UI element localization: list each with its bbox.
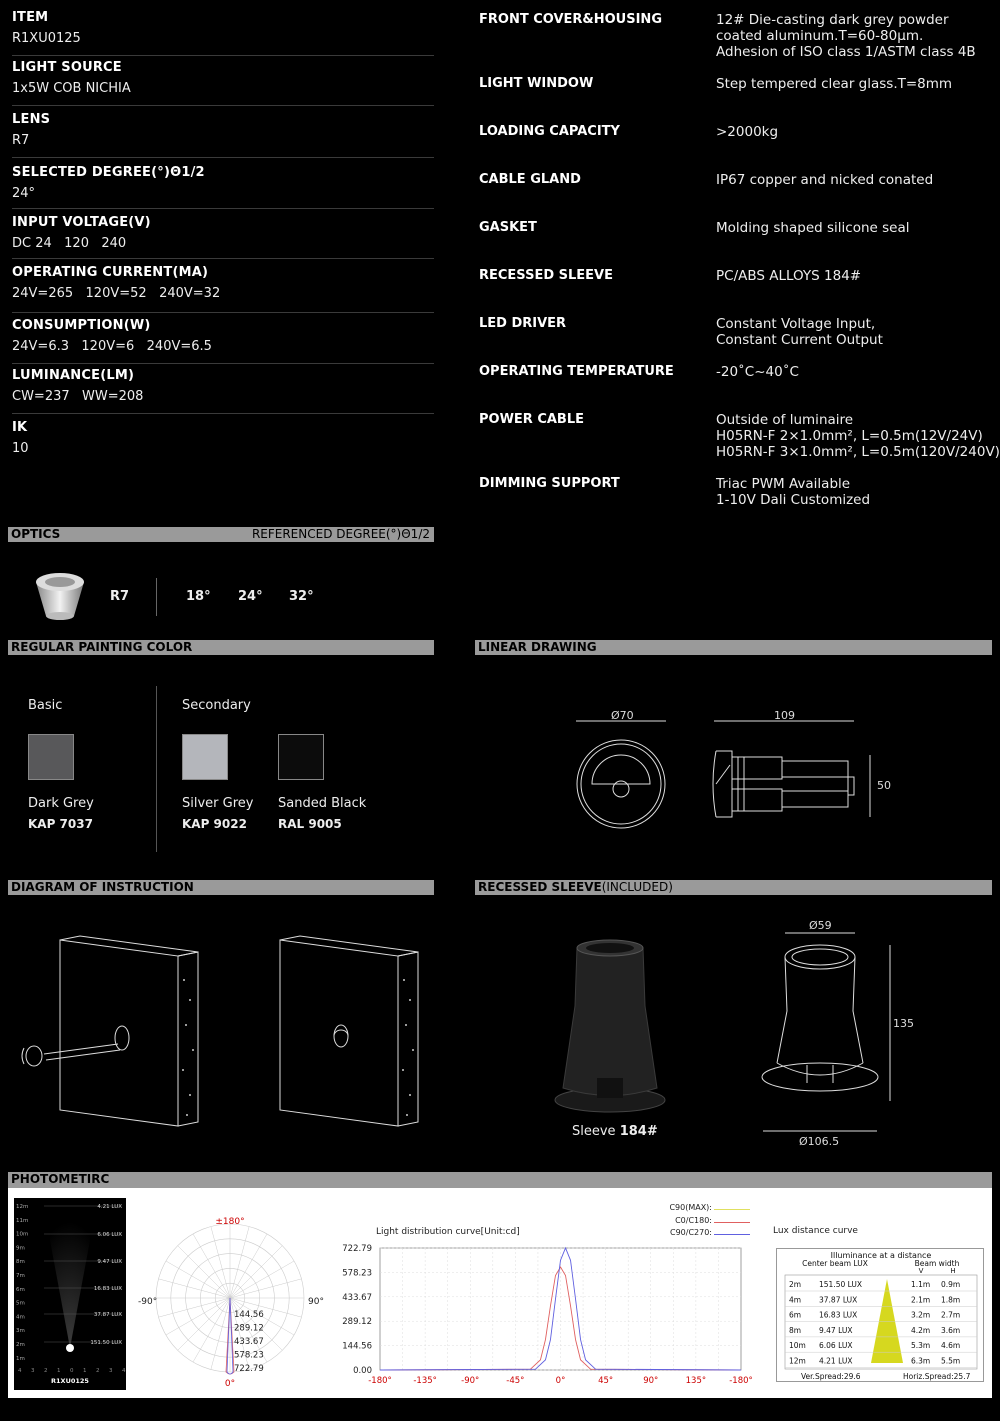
spec-value: -20˚C~40˚C	[716, 364, 799, 380]
spec-key: LENS	[12, 112, 51, 127]
sleeve-height: 135	[893, 1017, 914, 1030]
color-code: RAL 9005	[278, 817, 342, 831]
beam-axis-label: 3	[31, 1368, 35, 1374]
lux-row-value: 37.87 LUX	[819, 1295, 858, 1305]
photometric-header	[8, 1172, 992, 1188]
lux-distance-title: Lux distance curve	[773, 1226, 858, 1236]
lux-row-h: 5.5m	[941, 1356, 961, 1366]
lux-row-h: 4.6m	[941, 1341, 961, 1351]
beam-axis-label: 0	[70, 1368, 74, 1374]
optics-lens-label: R7	[110, 589, 130, 604]
spec-left-row	[12, 165, 434, 209]
optics-subtitle: REFERENCED DEGREE(°)Θ1/2	[251, 527, 430, 541]
chart-y-tick: 144.56	[342, 1341, 372, 1352]
spec-key: DIMMING SUPPORT	[479, 476, 620, 491]
spec-value: DC 24 120 240	[12, 236, 127, 251]
spec-key: INPUT VOLTAGE(V)	[12, 215, 151, 230]
sleeve-title-suffix: (INCLUDED)	[601, 880, 673, 894]
lux-row-v: 1.1m	[911, 1280, 931, 1289]
legend-c90: C90/C270:	[669, 1228, 712, 1237]
chart-y-tick: 578.23	[342, 1268, 372, 1279]
lux-row-value: 151.50 LUX	[819, 1280, 863, 1289]
color-name: Silver Grey	[182, 796, 254, 811]
chart-y-tick: 722.79	[342, 1244, 372, 1254]
lux-row-distance: 6m	[789, 1310, 802, 1320]
optics-degree-24: 24°	[238, 589, 263, 604]
sleeve-caption	[572, 1124, 658, 1139]
polar-ring-label: 144.56	[234, 1310, 264, 1320]
sleeve-base-diameter: Ø106.5	[799, 1135, 840, 1148]
beam-distance-label: 3m	[16, 1328, 25, 1335]
beam-axis-label: 1	[83, 1368, 87, 1374]
lux-col-h: H	[950, 1267, 956, 1275]
polar-bottom-label: 0°	[224, 1379, 236, 1389]
instruction-header	[8, 880, 434, 895]
linear-drawing-title: LINEAR DRAWING	[478, 640, 597, 654]
spec-key: GASKET	[479, 220, 537, 235]
spec-left-row	[12, 60, 434, 106]
beam-distance-label: 12m	[16, 1204, 29, 1210]
chart-x-tick: -180°	[368, 1376, 392, 1386]
spec-key: OPERATING TEMPERATURE	[479, 364, 674, 379]
color-swatch	[278, 734, 324, 780]
beam-axis-label: 1	[57, 1368, 61, 1374]
lux-ver-spread: Ver.Spread:29.6	[801, 1372, 861, 1381]
chart-title: Light distribution curve[Unit:cd]	[376, 1227, 520, 1237]
spec-key: LIGHT WINDOW	[479, 76, 594, 91]
spec-value: CW=237 WW=208	[12, 389, 144, 404]
spec-value: 24°	[12, 186, 36, 201]
spec-key: LED DRIVER	[479, 316, 567, 331]
diameter-label: Ø70	[611, 709, 634, 722]
sleeve-caption-text: Sleeve	[572, 1124, 616, 1139]
beam-lux-label: 4.21 LUX	[97, 1204, 122, 1210]
chart-x-tick: -90°	[461, 1376, 480, 1386]
lux-row-distance: 8m	[789, 1325, 802, 1335]
color-code: KAP 7037	[28, 817, 93, 831]
beam-axis-label: 2	[44, 1368, 48, 1374]
chart-x-tick: -180°	[729, 1376, 753, 1386]
polar-ring-label: 578.23	[234, 1350, 264, 1361]
lux-hor-spread: Horiz.Spread:25.7	[903, 1372, 971, 1381]
chart-x-tick: 0°	[555, 1376, 566, 1386]
beam-axis-label: 4	[18, 1368, 22, 1374]
lux-col-v: V	[918, 1267, 924, 1275]
spec-value: Constant Voltage Input, Constant Current Output	[716, 316, 883, 348]
spec-key: SELECTED DEGREE(°)Θ1/2	[12, 165, 205, 180]
spec-key: ITEM	[12, 10, 49, 25]
beam-distance-label: 1m	[16, 1355, 25, 1362]
polar-diagram	[130, 1210, 340, 1390]
chart-x-tick: 45°	[598, 1376, 614, 1386]
beam-model-label: R1XU0125	[51, 1377, 89, 1385]
spec-value: R7	[12, 133, 30, 148]
color-name: Sanded Black	[278, 796, 367, 811]
lux-table	[776, 1248, 984, 1382]
lux-table-graphic	[777, 1249, 985, 1383]
polar-ring-label: 289.12	[234, 1323, 264, 1334]
beam-lux-label: 151.50 LUX	[90, 1340, 122, 1346]
lux-row-value: 9.47 LUX	[819, 1325, 853, 1335]
spec-left-row	[12, 215, 434, 259]
lux-col-center: Center beam LUX	[802, 1259, 868, 1268]
secondary-label: Secondary	[182, 698, 251, 713]
color-code: KAP 9022	[182, 817, 247, 831]
spec-value: 24V=6.3 120V=6 240V=6.5	[12, 339, 212, 354]
spec-value: Step tempered clear glass.T=8mm	[716, 76, 953, 92]
spec-left-row	[12, 112, 434, 158]
painting-title: REGULAR PAINTING COLOR	[11, 640, 193, 654]
beam-distance-label: 5m	[16, 1300, 25, 1307]
lux-row-h: 1.8m	[941, 1295, 961, 1305]
beam-distance-label: 8m	[16, 1259, 25, 1266]
color-name: Dark Grey	[28, 796, 94, 811]
beam-lux-label: 16.83 LUX	[93, 1286, 122, 1292]
polar-ring-label: 433.67	[234, 1337, 264, 1347]
lux-row-v: 4.2m	[911, 1325, 931, 1335]
lux-col-beam: Beam width	[914, 1259, 960, 1268]
color-swatch	[28, 734, 74, 780]
legend-c90max: C90(MAX):	[669, 1203, 712, 1212]
lux-table-title: Illuminance at a distance	[830, 1251, 932, 1260]
chart-y-tick: 0.00	[353, 1366, 372, 1376]
spec-value: >2000kg	[716, 124, 779, 140]
sleeve-drawing	[755, 915, 925, 1155]
sleeve-header	[475, 880, 992, 895]
polar-top-label: ±180°	[215, 1217, 245, 1227]
chart-y-tick: 433.67	[342, 1292, 372, 1303]
lux-row-v: 6.3m	[911, 1356, 931, 1366]
beam-distance-label: 11m	[16, 1217, 29, 1224]
beam-lux-label: 6.06 LUX	[97, 1232, 122, 1238]
beam-axis-label: 3	[109, 1368, 113, 1374]
lux-row-v: 3.2m	[911, 1310, 931, 1320]
chart-y-tick: 289.12	[342, 1317, 372, 1328]
spec-value: IP67 copper and nicked conated	[716, 172, 934, 188]
lux-row-h: 0.9m	[941, 1280, 961, 1289]
beam-distance-label: 10m	[16, 1231, 29, 1238]
beam-distance-label: 4m	[16, 1314, 25, 1321]
spec-value: 1x5W COB NICHIA	[12, 81, 131, 96]
optics-degree-32: 32°	[289, 589, 314, 604]
optics-title: OPTICS	[11, 527, 61, 541]
spec-value: PC/ABS ALLOYS 184#	[716, 268, 862, 284]
spec-value: 24V=265 120V=52 240V=32	[12, 286, 221, 301]
lux-row-v: 2.1m	[911, 1295, 931, 1305]
basic-label: Basic	[28, 698, 63, 713]
legend-c90max-line	[714, 1209, 750, 1210]
legend-c0: C0/C180:	[675, 1216, 712, 1225]
beam-axis-label: 4	[122, 1368, 126, 1374]
lux-row-distance: 4m	[789, 1295, 802, 1305]
lux-row-v: 5.3m	[911, 1341, 931, 1351]
chart-x-tick: -135°	[413, 1376, 437, 1386]
spec-key: OPERATING CURRENT(MA)	[12, 265, 209, 280]
spec-value: 12# Die-casting dark grey powder coated aluminum.T=60-80μm. Adhesion of ISO class 1/ASTM class 4B	[716, 12, 976, 60]
chart-x-tick: -45°	[506, 1376, 525, 1386]
chart-x-tick: 135°	[685, 1376, 707, 1386]
sleeve-top-diameter: Ø59	[809, 919, 832, 932]
optics-divider	[156, 578, 157, 616]
optics-degree-18: 18°	[186, 589, 211, 604]
spec-value: Molding shaped silicone seal	[716, 220, 910, 236]
spec-value: 10	[12, 441, 29, 456]
light-distribution-chart	[336, 1222, 756, 1392]
length-label: 109	[774, 709, 795, 722]
chart-x-tick: 90°	[643, 1376, 659, 1386]
spec-left-row	[12, 368, 434, 414]
polar-right-label: 90°	[308, 1297, 324, 1307]
spec-value: R1XU0125	[12, 31, 81, 46]
lux-row-value: 4.21 LUX	[819, 1356, 853, 1366]
linear-drawing-header	[475, 640, 992, 655]
height-label: 50	[877, 779, 891, 792]
beam-distance-label: 2m	[16, 1342, 25, 1348]
spec-key: IK	[12, 420, 28, 435]
sleeve-title: RECESSED SLEEVE	[478, 880, 602, 894]
spec-key: LUMINANCE(LM)	[12, 368, 135, 383]
spec-key: LOADING CAPACITY	[479, 124, 620, 139]
spec-key: LIGHT SOURCE	[12, 60, 122, 75]
polar-left-label: -90°	[138, 1297, 158, 1307]
beam-distance-label: 7m	[16, 1273, 25, 1279]
lux-row-distance: 2m	[789, 1280, 802, 1289]
lux-cone	[871, 1279, 903, 1363]
lux-row-h: 3.6m	[941, 1325, 961, 1335]
photometric-title: PHOTOMETIRC	[11, 1172, 110, 1186]
spec-value: Outside of luminaire H05RN-F 2×1.0mm², L=0.5m(12V/24V) H05RN-F 3×1.0mm², L=0.5m(120V/240V)	[716, 412, 1000, 460]
spec-key: FRONT COVER&HOUSING	[479, 12, 662, 27]
beam-image	[14, 1198, 126, 1390]
instruction-title: DIAGRAM OF INSTRUCTION	[11, 880, 194, 894]
spec-key: RECESSED SLEEVE	[479, 268, 613, 283]
lux-row-distance: 10m	[789, 1341, 806, 1351]
beam-distance-label: 6m	[16, 1286, 25, 1293]
beam-lux-label: 37.87 LUX	[93, 1312, 122, 1318]
spec-key: CABLE GLAND	[479, 172, 581, 187]
lux-row-h: 2.7m	[941, 1310, 961, 1320]
sleeve-photo	[553, 938, 668, 1118]
linear-drawing	[570, 705, 900, 835]
beam-axis-label: 2	[96, 1368, 100, 1374]
color-swatch	[182, 734, 228, 780]
spec-value: Triac PWM Available 1-10V Dali Customized	[716, 476, 871, 508]
polar-ring-label: 722.79	[234, 1364, 264, 1374]
chart-series-line	[380, 1267, 741, 1370]
painting-header	[8, 640, 434, 655]
optics-header	[8, 527, 434, 542]
spec-key: CONSUMPTION(W)	[12, 318, 151, 333]
beam-distance-label: 9m	[16, 1245, 25, 1252]
spec-left-row	[12, 318, 434, 364]
spec-key: POWER CABLE	[479, 412, 585, 427]
sleeve-caption-code: 184#	[619, 1124, 658, 1139]
painting-divider	[156, 686, 157, 852]
installation-diagram	[18, 930, 438, 1135]
reflector-lens-image	[30, 568, 90, 624]
beam-lux-label: 9.47 LUX	[97, 1259, 122, 1265]
spec-left-row	[12, 420, 434, 464]
lux-row-value: 16.83 LUX	[819, 1310, 858, 1320]
lux-row-value: 6.06 LUX	[819, 1341, 853, 1351]
spec-left-row	[12, 10, 434, 56]
lux-row-distance: 12m	[789, 1356, 806, 1366]
spec-left-row	[12, 265, 434, 313]
